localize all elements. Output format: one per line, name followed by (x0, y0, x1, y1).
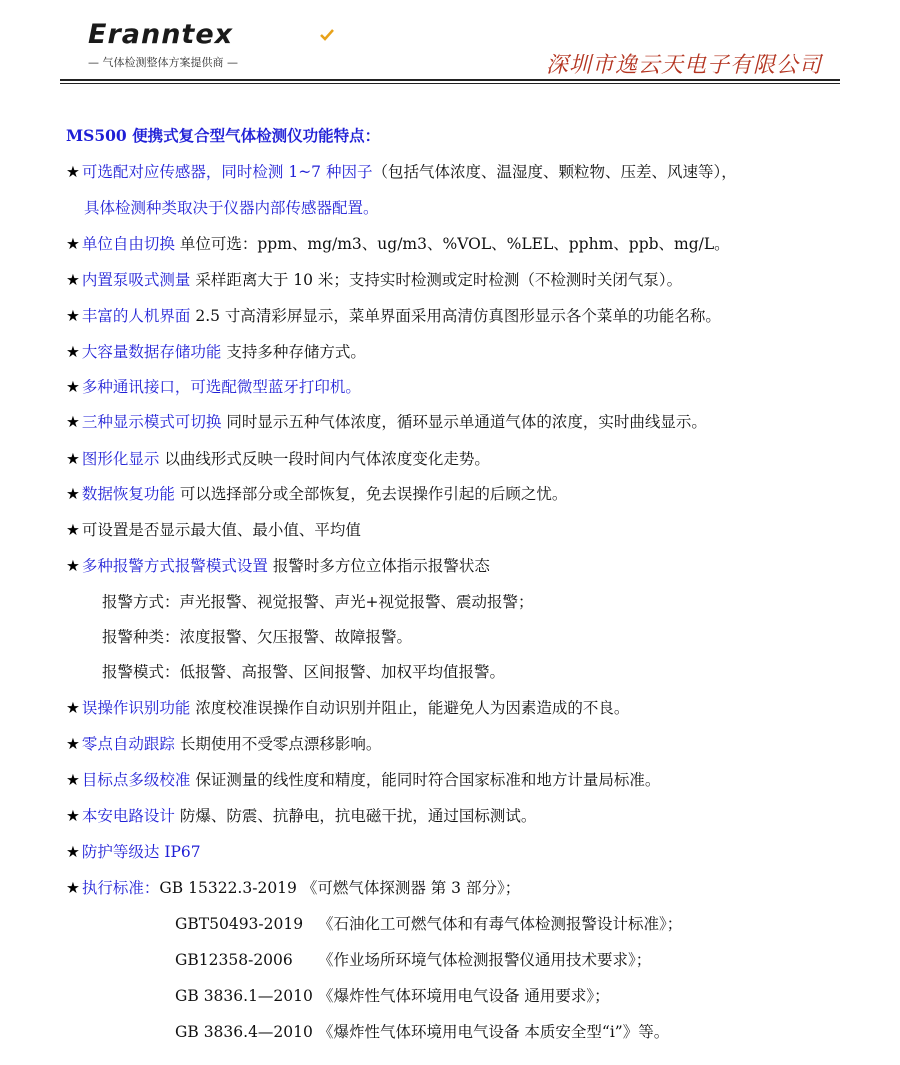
feature-highlight: 目标点多级校准 (81, 771, 191, 789)
feature-highlight: 单位自由切换 (81, 235, 175, 253)
feature-text: 支持多种存储方式。 (221, 343, 366, 361)
feature-line (66, 306, 721, 326)
feature-highlight: 具体检测种类取决于仪器内部传感器配置。 (84, 199, 379, 217)
feature-highlight: 防护等级达 IP67 (81, 843, 201, 861)
star-icon: ★ (66, 271, 80, 289)
star-icon: ★ (66, 843, 80, 861)
feature-line (66, 342, 366, 362)
star-icon: ★ (66, 235, 80, 253)
star-icon: ★ (66, 557, 80, 575)
feature-line (66, 698, 629, 718)
page-header (0, 0, 900, 90)
feature-text: 防爆、防震、抗静电，抗电磁干扰，通过国标测试。 (174, 807, 537, 825)
feature-highlight: 本安电路设计 (81, 807, 175, 825)
feature-line (66, 842, 201, 862)
star-icon: ★ (66, 343, 80, 361)
document-title: MS500 便携式复合型气体检测仪功能特点： (66, 126, 381, 145)
feature-text: 采样距离大于 10 米；支持实时检测或定时检测（不检测时关闭气泵）。 (190, 271, 683, 289)
standard-name: 《爆炸性气体环境用电气设备 通用要求》； (318, 987, 610, 1005)
feature-highlight: 执行标准： (81, 879, 160, 897)
feature-line (66, 520, 361, 540)
feature-highlight: 丰富的人机界面 (81, 307, 191, 325)
logo-text: Eranntex (88, 19, 234, 50)
feature-highlight: 多种通讯接口，可选配微型蓝牙打印机。 (81, 378, 361, 396)
logo-check-icon (320, 29, 334, 41)
standard-name: 《石油化工可燃气体和有毒气体检测报警设计标准》； (318, 915, 683, 933)
alarm-type-line: 报警种类：浓度报警、欠压报警、故障报警。 (102, 628, 413, 646)
star-icon: ★ (66, 521, 80, 539)
feature-line (66, 556, 490, 576)
feature-text: 长期使用不受零点漂移影响。 (174, 735, 382, 753)
feature-line (66, 234, 730, 254)
company-tagline: — 气体检测整体方案提供商 — (88, 56, 238, 69)
star-icon: ★ (66, 699, 80, 717)
header-divider-thin (60, 83, 840, 84)
feature-text: 2.5 寸高清彩屏显示，菜单界面采用高清仿真图形显示各个菜单的功能名称。 (190, 307, 721, 325)
standard-code: GBT50493-2019 (175, 915, 304, 933)
standard-code: GB 3836.4—2010 (175, 1023, 313, 1041)
star-icon: ★ (66, 413, 80, 431)
feature-line (66, 770, 660, 790)
header-divider (60, 79, 840, 81)
feature-text: 保证测量的线性度和精度，能同时符合国家标准和地方计量局标准。 (190, 771, 661, 789)
company-logo (88, 18, 268, 52)
star-icon: ★ (66, 771, 80, 789)
feature-line (66, 162, 737, 182)
star-icon: ★ (66, 735, 80, 753)
feature-text: GB 15322.3-2019 《可燃气体探测器 第 3 部分》； (159, 879, 521, 897)
standard-code: GB 3836.1—2010 (175, 987, 313, 1005)
feature-text: 可以选择部分或全部恢复，免去误操作引起的后顾之忧。 (174, 485, 568, 503)
feature-line (84, 198, 379, 218)
star-icon: ★ (66, 879, 80, 897)
standard-name: 《作业场所环境气体检测报警仪通用技术要求》； (318, 951, 652, 969)
star-icon: ★ (66, 378, 80, 396)
standard-code: GB12358-2006 (175, 951, 293, 969)
feature-text: 单位可选：ppm、mg/m3、ug/m3、%VOL、%LEL、pphm、ppb、mg/L。 (174, 235, 730, 253)
feature-highlight: 内置泵吸式测量 (81, 271, 191, 289)
feature-text: 可设置是否显示最大值、最小值、平均值 (81, 521, 361, 539)
feature-line (66, 484, 567, 504)
alarm-method-line: 报警方式：声光报警、视觉报警、声光+视觉报警、震动报警； (102, 593, 534, 611)
feature-line (66, 377, 361, 397)
feature-highlight: 三种显示模式可切换 (81, 413, 222, 431)
feature-line (66, 806, 536, 826)
star-icon: ★ (66, 485, 80, 503)
feature-text: 同时显示五种气体浓度，循环显示单通道气体的浓度，实时曲线显示。 (221, 413, 707, 431)
feature-line (66, 878, 520, 898)
star-icon: ★ (66, 307, 80, 325)
star-icon: ★ (66, 450, 80, 468)
feature-text: 以曲线形式反映一段时间内气体浓度变化走势。 (159, 450, 490, 468)
standard-name: 《爆炸性气体环境用电气设备 本质安全型“i”》等。 (318, 1023, 670, 1041)
feature-highlight: 图形化显示 (81, 450, 160, 468)
feature-line (66, 270, 682, 290)
alarm-mode-line: 报警模式：低报警、高报警、区间报警、加权平均值报警。 (102, 663, 506, 681)
feature-highlight: 误操作识别功能 (81, 699, 191, 717)
feature-highlight: 多种报警方式报警模式设置 (81, 557, 268, 575)
feature-highlight: 可选配对应传感器，同时检测 1~7 种因子 (81, 163, 373, 181)
feature-highlight: 大容量数据存储功能 (81, 343, 222, 361)
feature-highlight: 数据恢复功能 (81, 485, 175, 503)
feature-line (66, 449, 490, 469)
feature-highlight: 零点自动跟踪 (81, 735, 175, 753)
feature-line (66, 734, 381, 754)
company-name: 深圳市逸云天电子有限公司 (545, 53, 822, 78)
star-icon: ★ (66, 163, 80, 181)
star-icon: ★ (66, 807, 80, 825)
feature-text: 浓度校准误操作自动识别并阻止，能避免人为因素造成的不良。 (190, 699, 630, 717)
feature-text: （包括气体浓度、温湿度、颗粒物、压差、风速等）， (372, 163, 737, 181)
feature-line (66, 412, 707, 432)
feature-text: 报警时多方位立体指示报警状态 (267, 557, 490, 575)
